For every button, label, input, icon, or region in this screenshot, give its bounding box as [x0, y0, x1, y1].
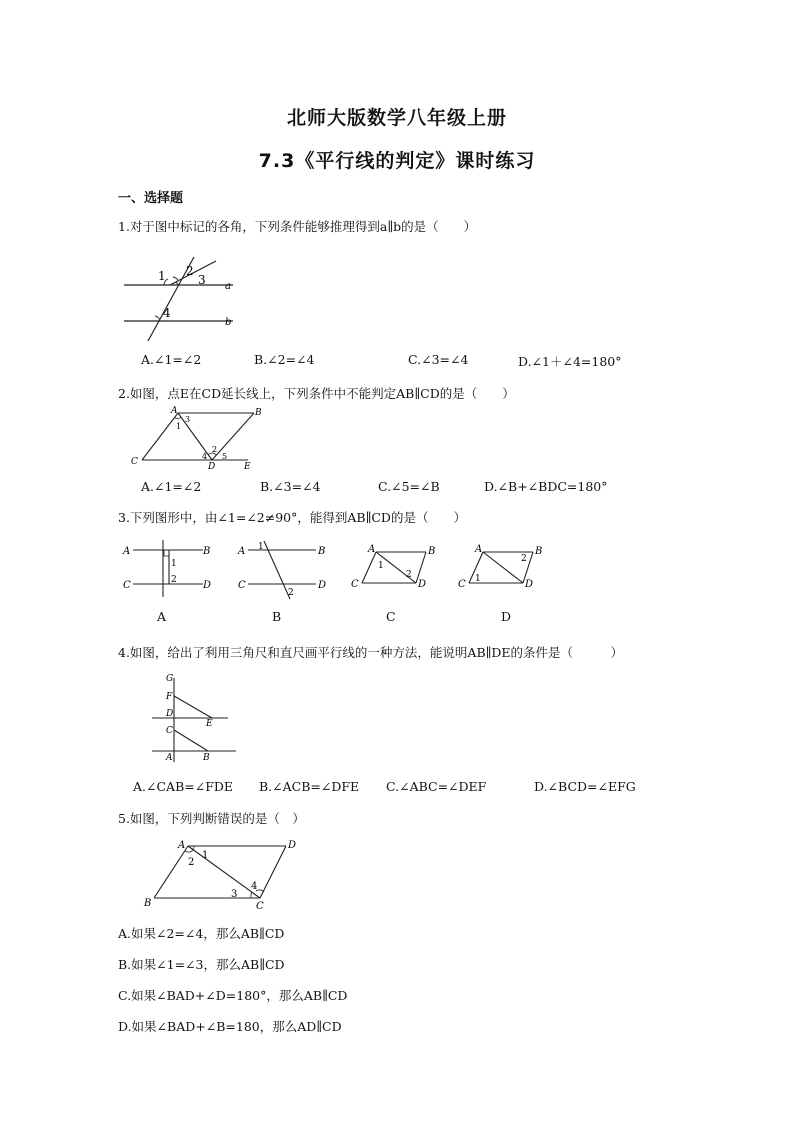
question-2-option-d[interactable]: D.∠B+∠BDC=180° — [484, 479, 608, 494]
fig5-label-4: 4 — [251, 881, 258, 892]
fig3a-label-C: C — [123, 580, 131, 591]
fig5-label-2: 2 — [188, 857, 195, 868]
fig5-label-1: 1 — [202, 850, 209, 861]
fig4-label-F: F — [166, 692, 173, 702]
fig3c-label-D: D — [418, 579, 427, 590]
fig1-label-b: b — [225, 317, 232, 328]
question-4-option-c[interactable]: C.∠ABC=∠DEF — [386, 779, 487, 794]
question-3-option-d[interactable]: D — [501, 609, 512, 624]
question-5-option-d[interactable]: D.如果∠BAD+∠B=180，那么AD∥CD — [118, 1019, 342, 1034]
question-3-stem: 3.下列图形中，由∠1=∠2≠90°，能得到AB∥CD的是（ ） — [118, 510, 466, 525]
question-5-figure — [140, 834, 310, 910]
question-3-figure-b — [234, 537, 330, 601]
fig1-label-2: 2 — [186, 264, 194, 278]
fig3d-label-B: B — [535, 546, 543, 557]
fig2-label-3: 3 — [185, 415, 191, 424]
fig5-label-D: D — [288, 840, 297, 851]
fig1-label-1: 1 — [158, 269, 166, 283]
fig1-label-3: 3 — [198, 273, 206, 287]
question-3-option-c[interactable]: C — [386, 609, 396, 624]
fig3a-label-2: 2 — [171, 575, 177, 585]
fig4-label-C: C — [166, 726, 173, 736]
fig2-label-B: B — [255, 408, 262, 418]
fig3c-label-B: B — [428, 546, 436, 557]
question-2-figure — [128, 402, 268, 472]
question-5-option-c[interactable]: C.如果∠BAD+∠D=180°，那么AB∥CD — [118, 988, 348, 1003]
fig2-label-A: A — [171, 406, 178, 416]
question-5-option-b[interactable]: B.如果∠1=∠3，那么AB∥CD — [118, 957, 285, 972]
question-1-option-a[interactable]: A.∠1=∠2 — [141, 352, 202, 367]
fig2-label-1: 1 — [176, 422, 182, 431]
fig1-label-a: a — [225, 281, 231, 292]
question-5-option-a[interactable]: A.如果∠2=∠4，那么AB∥CD — [118, 926, 285, 941]
fig2-label-D: D — [208, 462, 216, 472]
question-2-stem: 2.如图，点E在CD延长线上，下列条件中不能判定AB∥CD的是（ ） — [118, 386, 515, 401]
fig3d-label-A: A — [475, 544, 483, 555]
fig2-label-4: 4 — [202, 452, 208, 461]
fig4-label-A: A — [166, 753, 173, 763]
fig5-label-B: B — [144, 898, 152, 909]
question-3-figure-a — [121, 537, 217, 601]
fig5-label-C: C — [256, 901, 264, 910]
fig3b-label-D: D — [318, 580, 327, 591]
question-3-figure-c — [348, 537, 444, 601]
fig3b-label-A: A — [238, 546, 246, 557]
fig2-label-C: C — [131, 457, 138, 467]
fig3c-label-2: 2 — [406, 570, 412, 580]
question-4-option-b[interactable]: B.∠ACB=∠DFE — [259, 779, 360, 794]
question-3-option-a[interactable]: A — [157, 609, 167, 624]
question-3-figure-d — [455, 537, 551, 601]
question-1-option-c[interactable]: C.∠3=∠4 — [408, 352, 469, 367]
fig3c-label-C: C — [351, 579, 359, 590]
fig3b-label-1: 1 — [258, 542, 264, 552]
fig3d-label-C: C — [458, 579, 466, 590]
fig2-label-E: E — [244, 462, 251, 472]
fig3a-label-1: 1 — [171, 559, 177, 569]
question-5-stem: 5.如图，下列判断错误的是（ ） — [118, 811, 305, 826]
question-1-figure — [118, 253, 243, 345]
fig3d-label-1: 1 — [475, 574, 481, 584]
doc-title: 北师大版数学八年级上册 — [286, 107, 507, 129]
fig3a-label-A: A — [123, 546, 131, 557]
section-heading: 一、选择题 — [118, 191, 184, 206]
question-4-option-a[interactable]: A.∠CAB=∠FDE — [133, 779, 234, 794]
fig3d-label-2: 2 — [521, 554, 527, 564]
fig3b-label-C: C — [238, 580, 246, 591]
question-2-option-a[interactable]: A.∠1=∠2 — [141, 479, 202, 494]
doc-subtitle: 7.3《平行线的判定》课时练习 — [258, 150, 536, 172]
fig4-label-E: E — [206, 719, 213, 729]
fig5-label-3: 3 — [231, 889, 238, 900]
fig3d-label-D: D — [525, 579, 534, 590]
fig3b-label-2: 2 — [288, 588, 294, 598]
fig4-label-D: D — [166, 709, 174, 719]
fig4-label-G: G — [166, 674, 174, 684]
fig3b-label-B: B — [318, 546, 326, 557]
fig2-label-2: 2 — [212, 445, 218, 454]
question-4-stem: 4.如图，给出了利用三角尺和直尺画平行线的一种方法，能说明AB∥DE的条件是（ ） — [118, 645, 624, 660]
question-4-option-d[interactable]: D.∠BCD=∠EFG — [534, 779, 636, 794]
question-2-option-b[interactable]: B.∠3=∠4 — [260, 479, 321, 494]
fig3a-label-B: B — [203, 546, 211, 557]
question-1-option-b[interactable]: B.∠2=∠4 — [254, 352, 315, 367]
fig3c-label-1: 1 — [378, 561, 384, 571]
question-4-figure — [148, 670, 244, 770]
question-1-stem: 1.对于图中标记的各角，下列条件能够推理得到a∥b的是（ ） — [118, 219, 477, 234]
fig5-label-A: A — [178, 840, 186, 851]
fig2-label-5: 5 — [222, 452, 228, 461]
question-1-option-d[interactable]: D.∠1＋∠4=180° — [518, 354, 622, 369]
fig3c-label-A: A — [368, 544, 376, 555]
question-3-option-b[interactable]: B — [272, 609, 282, 624]
question-2-option-c[interactable]: C.∠5=∠B — [378, 479, 440, 494]
fig3a-label-D: D — [203, 580, 212, 591]
fig4-label-B: B — [203, 753, 210, 763]
fig1-label-4: 4 — [163, 306, 171, 320]
